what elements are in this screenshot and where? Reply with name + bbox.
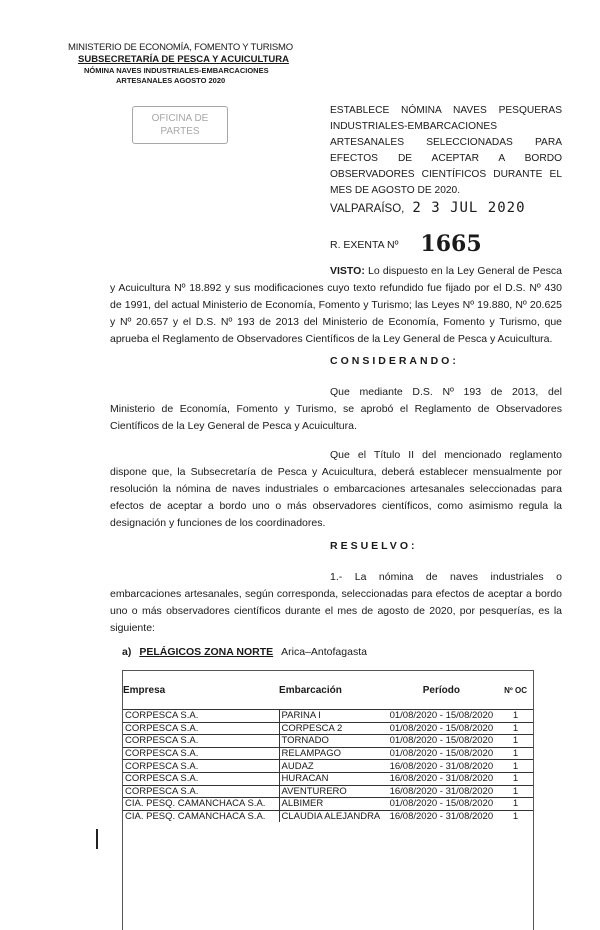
margin-mark xyxy=(96,829,98,849)
cell-periodo: 16/08/2020 - 31/08/2020 xyxy=(385,810,499,822)
header-subject-line-1: NÓMINA NAVES INDUSTRIALES-EMBARCACIONES xyxy=(84,66,269,75)
considerando-paragraph-2: Que el Título II del mencionado reglamento dispone que, la Subsecretaría de Pesca y Acuicultura, deberá establecer mensualmente por resolución la nómina de naves industriales o embarcaciones artesanales seleccionadas para efectos de aceptar a bordo uno o más observadores científicos, como asimismo regula la designación y funciones de los coordinadores. xyxy=(110,449,562,529)
cell-embarcacion: PARINA I xyxy=(279,710,385,723)
cell-empresa: CORPESCA S.A. xyxy=(123,785,279,798)
cell-embarcacion: AVENTURERO xyxy=(279,785,385,798)
considerando-heading: CONSIDERANDO: xyxy=(330,355,459,367)
cell-periodo: 16/08/2020 - 31/08/2020 xyxy=(385,760,499,773)
cell-num-oc: 1 xyxy=(498,785,533,798)
place-date xyxy=(330,200,526,216)
cell-num-oc: 1 xyxy=(498,722,533,735)
cell-empresa: CORPESCA S.A. xyxy=(123,760,279,773)
table-row xyxy=(123,760,533,773)
resolution-label: R. EXENTA Nº xyxy=(330,239,399,251)
cell-embarcacion: HURACAN xyxy=(279,772,385,785)
section-location: Arica–Antofagasta xyxy=(281,646,367,658)
table-row xyxy=(123,710,533,723)
table-row xyxy=(123,735,533,748)
section-a-heading xyxy=(122,646,367,658)
header-empresa: Empresa xyxy=(123,684,166,696)
section-letter: a) xyxy=(122,646,132,658)
cell-empresa: CORPESCA S.A. xyxy=(123,772,279,785)
cell-embarcacion: CLAUDIA ALEJANDRA xyxy=(279,810,385,822)
vessel-table-frame xyxy=(122,670,534,930)
stamp-line-1: OFICINA DE xyxy=(151,113,209,124)
section-title: PELÁGICOS ZONA NORTE xyxy=(139,646,274,658)
date-stamp: 2 3 JUL 2020 xyxy=(412,200,526,216)
office-stamp xyxy=(132,106,228,144)
subsecretary-name: SUBSECRETARÍA DE PESCA Y ACUICULTURA xyxy=(78,54,289,65)
cell-num-oc: 1 xyxy=(498,735,533,748)
cell-empresa: CORPESCA S.A. xyxy=(123,747,279,760)
cell-num-oc: 1 xyxy=(498,798,533,811)
document-header xyxy=(68,42,308,86)
table-row xyxy=(123,747,533,760)
cell-periodo: 01/08/2020 - 15/08/2020 xyxy=(385,722,499,735)
cell-num-oc: 1 xyxy=(498,710,533,723)
resolution-number: 1665 xyxy=(420,231,482,257)
table-row xyxy=(123,772,533,785)
cell-empresa: CIA. PESQ. CAMANCHACA S.A. xyxy=(123,798,279,811)
visto-label: VISTO: xyxy=(330,265,365,277)
header-periodo: Período xyxy=(422,684,460,696)
table-header-row xyxy=(123,671,533,710)
resolution-number-line xyxy=(330,228,482,257)
table-row xyxy=(123,722,533,735)
cell-num-oc: 1 xyxy=(498,772,533,785)
header-embarcacion: Embarcación xyxy=(279,684,342,696)
cell-embarcacion: TORNADO xyxy=(279,735,385,748)
cell-num-oc: 1 xyxy=(498,810,533,822)
table-row xyxy=(123,798,533,811)
cell-periodo: 01/08/2020 - 15/08/2020 xyxy=(385,747,499,760)
cell-periodo: 01/08/2020 - 15/08/2020 xyxy=(385,710,499,723)
resuelvo-heading: RESUELVO: xyxy=(330,540,418,552)
cell-empresa: CIA. PESQ. CAMANCHACA S.A. xyxy=(123,810,279,822)
city: VALPARAÍSO, xyxy=(330,203,405,215)
vessel-table xyxy=(123,671,533,822)
cell-empresa: CORPESCA S.A. xyxy=(123,710,279,723)
cell-embarcacion: ALBIMER xyxy=(279,798,385,811)
visto-paragraph xyxy=(110,263,562,348)
stamp-line-2: PARTES xyxy=(160,126,200,137)
header-num-oc: Nº OC xyxy=(504,685,528,695)
cell-embarcacion: RELAMPAGO xyxy=(279,747,385,760)
cell-num-oc: 1 xyxy=(498,760,533,773)
resolution-title: ESTABLECE NÓMINA NAVES PESQUERAS INDUSTRIALES-EMBARCACIONES ARTESANALES SELECCIONADAS PARA EFECTOS DE ACEPTAR A BORDO OBSERVADORES CIENTÍFICOS DURANTE EL MES DE AGOSTO DE 2020. xyxy=(330,105,562,196)
cell-empresa: CORPESCA S.A. xyxy=(123,735,279,748)
cell-empresa: CORPESCA S.A. xyxy=(123,722,279,735)
resuelvo-paragraph-1: 1.- La nómina de naves industriales o embarcaciones artesanales, según corresponda, seleccionadas para efectos de aceptar a bordo uno o más observadores científicos durante el mes de agosto de 2020, por pesquerías, es la siguiente: xyxy=(110,571,562,634)
cell-periodo: 16/08/2020 - 31/08/2020 xyxy=(385,785,499,798)
cell-num-oc: 1 xyxy=(498,747,533,760)
cell-embarcacion: AUDAZ xyxy=(279,760,385,773)
table-row xyxy=(123,785,533,798)
table-body xyxy=(123,710,533,823)
header-subject-line-2: ARTESANALES AGOSTO 2020 xyxy=(116,76,226,85)
ministry-name: MINISTERIO DE ECONOMÍA, FOMENTO Y TURISMO xyxy=(68,42,293,53)
table-row xyxy=(123,810,533,822)
cell-periodo: 01/08/2020 - 15/08/2020 xyxy=(385,798,499,811)
cell-periodo: 01/08/2020 - 15/08/2020 xyxy=(385,735,499,748)
cell-embarcacion: CORPESCA 2 xyxy=(279,722,385,735)
considerando-paragraph-1: Que mediante D.S. Nº 193 de 2013, del Ministerio de Economía, Fomento y Turismo, se aprobó el Reglamento de Observadores Científicos de la Ley General de Pesca y Acuicultura. xyxy=(110,386,562,432)
cell-periodo: 16/08/2020 - 31/08/2020 xyxy=(385,772,499,785)
visto-text: Lo dispuesto en la Ley General de Pesca y Acuicultura Nº 18.892 y sus modificaciones cuyo texto refundido fue fijado por el D.S. Nº 430 de 1991, del actual Ministerio de Economía, Fomento y Turismo; las Leyes Nº 19.880, Nº 20.625 y Nº 20.657 y el D.S. Nº 193 de 2013 del Ministerio de Economía, Fomento y Turismo, que aprueba el Reglamento de Observadores Científicos de la Ley General de Pesca y Acuicultura. xyxy=(110,265,562,345)
